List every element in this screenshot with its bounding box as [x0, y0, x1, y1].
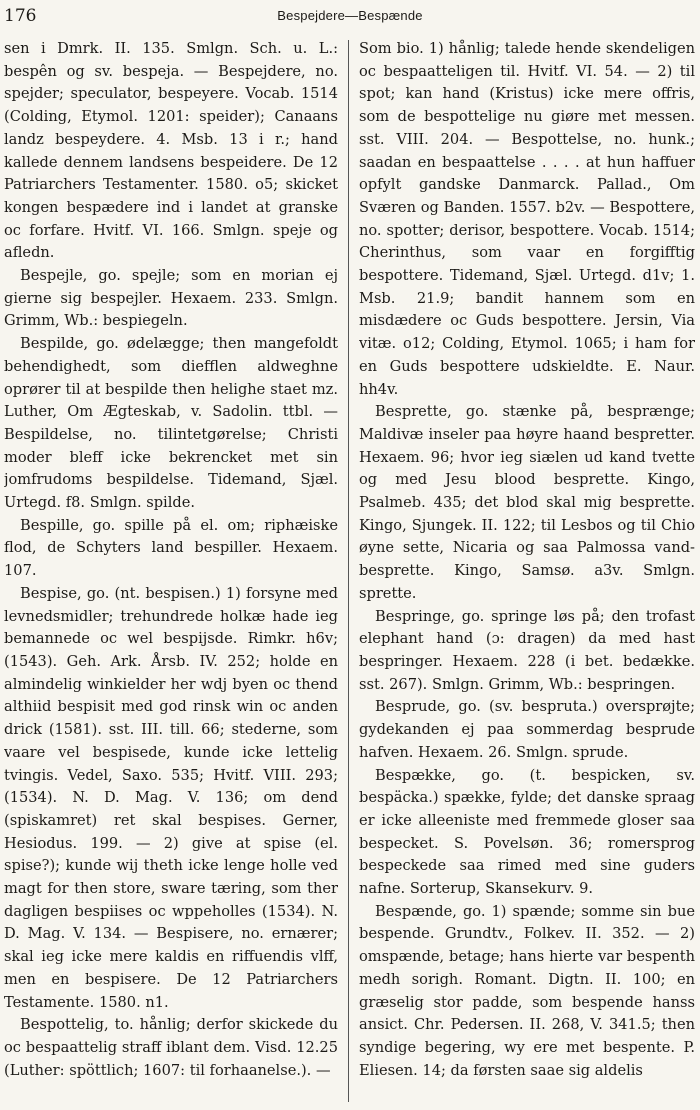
entry-bespejdere-continued: sen i Dmrk. II. 135. Smlgn. Sch. u. L.: bespên og sv. bespeja. — Bespejdere, no. spejder; speculator, bespeyere. Vocab. 1514 (Colding, Etymol. 1201: speider); Canaans landz bespeydere. 4. Msb. 13 i r.; hand kallede dennem landsens bespeidere. De 12 Patriarchers Testamenter. 1580. o5; skicket kongen bespædere ind i landet at granske oc forfare. Hvitf. VI. 166. Smlgn. speje og afledn.: [4, 40, 338, 262]
entry-bespringe: Bespringe, go. springe løs på; den trofast elephant hand (ɔ: dragen) da med hast bespringer. Hexaem. 228 (i bet. bedække. sst. 267). Smlgn. Grimm, Wb.: bespringen.: [359, 607, 695, 693]
entry-bespille: Bespille, go. spille på el. om; riphæiske flod, de Schyters land bespiller. Hexaem. 107.: [4, 516, 338, 580]
column-divider: [348, 40, 349, 1102]
page-number: 176: [4, 6, 37, 26]
page-header: [0, 0, 700, 30]
entry-bespottelig-continued: Som bio. 1) hånlig; talede hende skendeligen oc bespaatteligen til. Hvitf. VI. 54. — 2) til spot; kan hand (Kristus) icke mere offris, som de bespottelige nu giøre met messen. sst. VIII. 204. — Bespottelse, no. hunk.; saadan en bespaattelse . . . . at hun haffuer opfylt gandske Danmarck. Pallad., Om Sværen og Banden. 1557. b2v. — Bespottere, no. spotter; derisor, bespottere. Vocab. 1514; Cherinthus, som vaar en forgifftig bespottere. Tidemand, Sjæl. Urtegd. d1v; 1. Msb. 21.9; bandit hannem som en misdædere oc Guds bespottere. Jersin, Via vitæ. o12; Colding, Etymol. 1065; i ham for en Guds bespottere udskieldte. E. Naur. hh4v.: [359, 40, 695, 398]
entry-bespise: Bespise, go. (nt. bespisen.) 1) forsyne med levnedsmidler; trehundrede holkæ hade ieg bemannede oc wel bespijsde. Rimkr. h6v; (1543). Geh. Ark. Årsb. IV. 252; holde en almindelig winkielder her wdj byen oc thend althiid bespisit med god rinsk win oc anden drick (1581). sst. III. till. 66; stederne, som vaare vel bespisede, kunde icke lettelig tvingis. Vedel, Saxo. 535; Hvitf. VIII. 293; (1534). N. D. Mag. V. 136; om dend (spiskamret) ret skal bespises. Gerner, Hesiodus. 199. — 2) give at spise (el. spise?); kunde wij theth icke lenge holle ved magt for then store, sware tæring, som ther dagligen bespiises oc wppeholles (1534). N. D. Mag. V. 134. — Bespisere, no. ernærer; skal ieg icke mere kaldis en riffuendis vlff, men en bespisere. De 12 Patriarchers Testamente. 1580. n1.: [4, 584, 338, 1011]
entry-bespejle: Bespejle, go. spejle; som en morian ej gierne sig bespejler. Hexaem. 233. Smlgn. Grimm, Wb.: bespiegeln.: [4, 267, 338, 330]
left-column: [4, 38, 338, 1106]
entry-bespilde: Bespilde, go. ødelægge; then mangefoldt behendighedt, som diefflen aldweghne oprører til at bespilde then helighe staet mz. Luther, Om Ægteskab, v. Sadolin. ttbl. — Bespildelse, no. tilintetgørelse; Christi moder bleff icke bekrencket met sin jomfrudoms bespildelse. Tidemand, Sjæl. Urtegd. f8. Smlgn. spilde.: [4, 335, 338, 512]
right-column: [359, 38, 695, 1106]
entry-bespaekke: Bespække, go. (t. bespicken, sv. bespäcka.) spække, fylde; det danske spraag er icke alleeniste med fremmede gloser saa bespecket. S. Povelsøn. 36; romersprog bespeckede saa rimed med sine guders nafne. Sorterup, Skansekurv. 9.: [359, 766, 695, 898]
entry-besprude: Besprude, go. (sv. besprutа.) oversprøjte; gydekanden ej paa sommerdag besprude hafven. Hexaem. 26. Smlgn. sprude.: [359, 698, 695, 761]
entry-besprette: Besprette, go. stænke på, besprænge; Maldivæ inseler paa høyre haand bespretter. Hexaem. 96; hvor ieg siælen ud kand tvette og med Jesu blood besprette. Kingo, Psalmeb. 435; det blod skal mig besprette. Kingo, Sjungek. II. 122; til Lesbos og til Chio øyne sette, Nicaria og saa Palmossa vand-besprette. Kingo, Samsø. a3v. Smlgn. sprette.: [359, 403, 695, 602]
entry-bespaende: Bespænde, go. 1) spænde; somme sin bue bespende. Grundtv., Folkev. II. 352. — 2) omspænde, betage; hans hierte var bespenth medh sorigh. Romant. Digtn. II. 100; en græselig stor padde, som bespende hanss ansict. Chr. Pedersen. II. 268, V. 341.5; then syndige begering, wy ere met bespente. P. Eliesen. 14; da førsten saae sig aldelis: [359, 902, 695, 1079]
running-head: Bespejdere—Bespænde: [277, 8, 423, 23]
entry-bespottelig: Bespottelig, to. hånlig; derfor skickede du oc bespaattelig straff iblant dem. Visd. 12.25 (Luther: spöttlich; 1607: til forhaanelse.). —: [4, 1016, 338, 1079]
